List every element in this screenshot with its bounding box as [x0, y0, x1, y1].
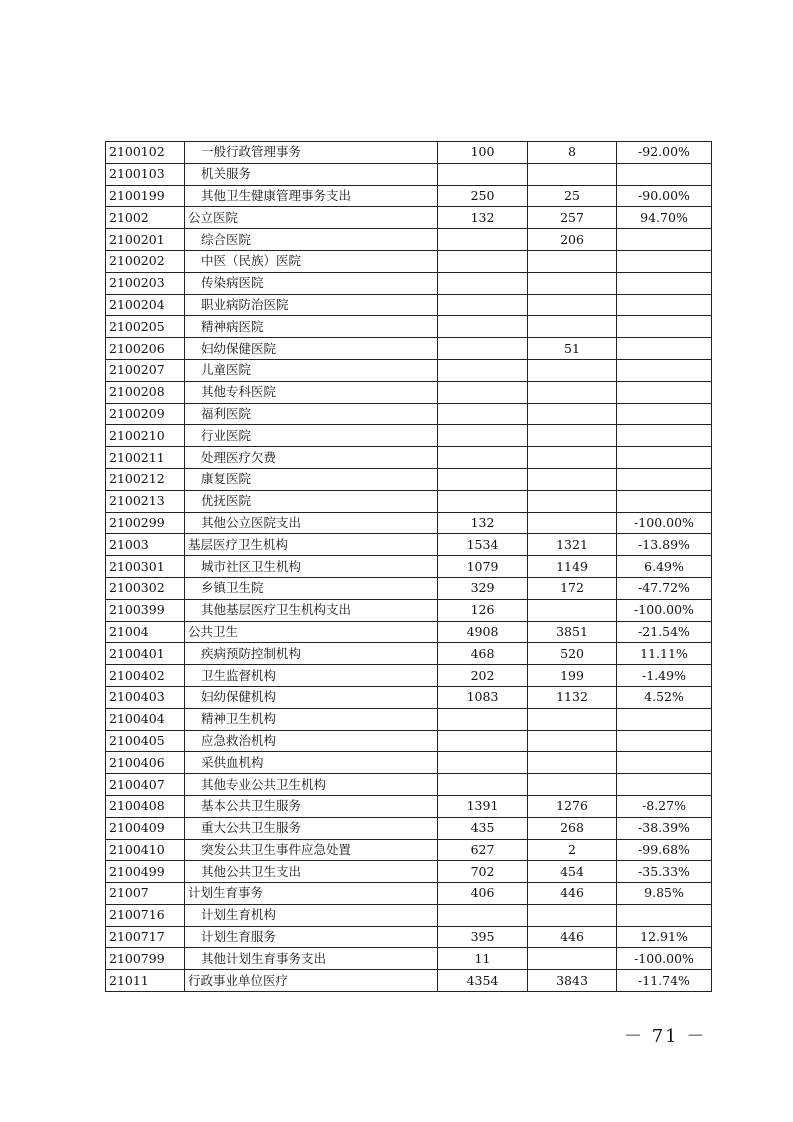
row-name-cell: 机关服务 — [185, 163, 438, 185]
row-value-2020-cell — [438, 250, 528, 272]
table-row — [106, 316, 712, 338]
row-value-2021-cell — [528, 272, 617, 294]
table-row — [106, 468, 712, 490]
row-change-cell — [617, 250, 712, 272]
table-row — [106, 948, 712, 970]
row-value-2021-cell: 25 — [528, 185, 617, 207]
row-value-2021-cell: 257 — [528, 207, 617, 229]
row-code-cell: 2100716 — [106, 904, 185, 926]
row-code-cell: 2100207 — [106, 359, 185, 381]
row-value-2020-cell: 329 — [438, 577, 528, 599]
row-change-cell — [617, 272, 712, 294]
row-value-2020-cell: 250 — [438, 185, 528, 207]
row-value-2020-cell: 1391 — [438, 795, 528, 817]
row-name-cell: 其他基层医疗卫生机构支出 — [185, 599, 438, 621]
row-name-cell: 其他专业公共卫生机构 — [185, 774, 438, 796]
table-row — [106, 970, 712, 992]
row-name-cell: 其他公共卫生支出 — [185, 861, 438, 883]
table-row — [106, 686, 712, 708]
table-row — [106, 272, 712, 294]
row-name-cell: 行政事业单位医疗 — [185, 970, 438, 992]
row-value-2020-cell: 406 — [438, 883, 528, 905]
table-row — [106, 359, 712, 381]
table-row — [106, 185, 712, 207]
row-change-cell — [617, 752, 712, 774]
row-value-2020-cell: 1079 — [438, 556, 528, 578]
row-change-cell: -47.72% — [617, 577, 712, 599]
row-name-cell: 传染病医院 — [185, 272, 438, 294]
row-change-cell — [617, 294, 712, 316]
row-name-cell: 计划生育事务 — [185, 883, 438, 905]
row-code-cell: 2100202 — [106, 250, 185, 272]
row-change-cell: 12.91% — [617, 926, 712, 948]
row-change-cell — [617, 774, 712, 796]
row-value-2021-cell: 520 — [528, 643, 617, 665]
row-change-cell: -100.00% — [617, 948, 712, 970]
row-value-2020-cell: 435 — [438, 817, 528, 839]
row-code-cell: 2100407 — [106, 774, 185, 796]
row-change-cell: -99.68% — [617, 839, 712, 861]
row-name-cell: 基本公共卫生服务 — [185, 795, 438, 817]
row-value-2020-cell — [438, 774, 528, 796]
row-value-2021-cell: 8 — [528, 142, 617, 164]
row-code-cell: 2100204 — [106, 294, 185, 316]
row-code-cell: 2100213 — [106, 490, 185, 512]
row-value-2021-cell — [528, 948, 617, 970]
row-code-cell: 2100399 — [106, 599, 185, 621]
row-name-cell: 其他专科医院 — [185, 381, 438, 403]
row-name-cell: 职业病防治医院 — [185, 294, 438, 316]
row-name-cell: 计划生育机构 — [185, 904, 438, 926]
row-value-2020-cell — [438, 752, 528, 774]
row-code-cell: 21003 — [106, 534, 185, 556]
row-value-2020-cell: 132 — [438, 512, 528, 534]
table-row — [106, 708, 712, 730]
row-change-cell: -1.49% — [617, 665, 712, 687]
row-value-2021-cell — [528, 752, 617, 774]
table-row — [106, 599, 712, 621]
row-name-cell: 采供血机构 — [185, 752, 438, 774]
row-code-cell: 2100210 — [106, 425, 185, 447]
table-row — [106, 730, 712, 752]
row-value-2020-cell — [438, 381, 528, 403]
row-change-cell — [617, 708, 712, 730]
row-change-cell: -11.74% — [617, 970, 712, 992]
row-value-2021-cell: 1149 — [528, 556, 617, 578]
row-code-cell: 2100406 — [106, 752, 185, 774]
row-value-2020-cell: 4908 — [438, 621, 528, 643]
table-row — [106, 752, 712, 774]
row-code-cell: 2100410 — [106, 839, 185, 861]
row-value-2021-cell — [528, 904, 617, 926]
row-name-cell: 康复医院 — [185, 468, 438, 490]
row-code-cell: 2100299 — [106, 512, 185, 534]
row-value-2021-cell: 446 — [528, 883, 617, 905]
row-change-cell: -21.54% — [617, 621, 712, 643]
table-row — [106, 207, 712, 229]
row-code-cell: 2100201 — [106, 229, 185, 251]
row-value-2021-cell: 3843 — [528, 970, 617, 992]
row-value-2020-cell: 468 — [438, 643, 528, 665]
table-row — [106, 861, 712, 883]
row-change-cell — [617, 447, 712, 469]
table-row — [106, 229, 712, 251]
row-name-cell: 卫生监督机构 — [185, 665, 438, 687]
table-row — [106, 294, 712, 316]
table-row — [106, 403, 712, 425]
row-value-2021-cell: 1132 — [528, 686, 617, 708]
row-code-cell: 21011 — [106, 970, 185, 992]
row-change-cell — [617, 425, 712, 447]
budget-table-body — [106, 142, 712, 992]
table-row — [106, 621, 712, 643]
row-change-cell — [617, 904, 712, 926]
row-change-cell — [617, 490, 712, 512]
row-value-2021-cell — [528, 316, 617, 338]
row-name-cell: 综合医院 — [185, 229, 438, 251]
row-change-cell: 11.11% — [617, 643, 712, 665]
row-value-2021-cell: 446 — [528, 926, 617, 948]
table-row — [106, 883, 712, 905]
row-value-2021-cell — [528, 163, 617, 185]
row-name-cell: 城市社区卫生机构 — [185, 556, 438, 578]
row-name-cell: 其他计划生育事务支出 — [185, 948, 438, 970]
row-name-cell: 其他卫生健康管理事务支出 — [185, 185, 438, 207]
row-change-cell — [617, 163, 712, 185]
row-change-cell — [617, 229, 712, 251]
row-value-2020-cell: 132 — [438, 207, 528, 229]
row-change-cell — [617, 730, 712, 752]
row-value-2020-cell — [438, 708, 528, 730]
table-row — [106, 381, 712, 403]
table-row — [106, 926, 712, 948]
row-code-cell: 2100102 — [106, 142, 185, 164]
row-value-2021-cell — [528, 599, 617, 621]
row-change-cell: 6.49% — [617, 556, 712, 578]
row-value-2021-cell — [528, 359, 617, 381]
row-code-cell: 21007 — [106, 883, 185, 905]
row-value-2020-cell — [438, 272, 528, 294]
table-row — [106, 512, 712, 534]
row-value-2021-cell — [528, 490, 617, 512]
row-name-cell: 行业医院 — [185, 425, 438, 447]
row-value-2021-cell — [528, 425, 617, 447]
row-value-2020-cell — [438, 403, 528, 425]
row-name-cell: 公立医院 — [185, 207, 438, 229]
row-code-cell: 2100302 — [106, 577, 185, 599]
row-code-cell: 2100206 — [106, 338, 185, 360]
row-value-2021-cell: 199 — [528, 665, 617, 687]
table-row — [106, 163, 712, 185]
row-value-2021-cell — [528, 468, 617, 490]
row-change-cell: -13.89% — [617, 534, 712, 556]
row-value-2021-cell — [528, 250, 617, 272]
row-value-2020-cell: 126 — [438, 599, 528, 621]
row-name-cell: 乡镇卫生院 — [185, 577, 438, 599]
page-number: － 71 － — [624, 1026, 707, 1047]
row-value-2020-cell: 100 — [438, 142, 528, 164]
row-code-cell: 2100799 — [106, 948, 185, 970]
row-value-2021-cell: 172 — [528, 577, 617, 599]
row-name-cell: 计划生育服务 — [185, 926, 438, 948]
row-value-2020-cell: 1534 — [438, 534, 528, 556]
row-code-cell: 2100301 — [106, 556, 185, 578]
row-value-2020-cell — [438, 316, 528, 338]
row-change-cell: -100.00% — [617, 599, 712, 621]
row-code-cell: 21002 — [106, 207, 185, 229]
row-change-cell: -8.27% — [617, 795, 712, 817]
row-code-cell: 2100404 — [106, 708, 185, 730]
row-value-2021-cell: 268 — [528, 817, 617, 839]
row-value-2021-cell: 206 — [528, 229, 617, 251]
row-change-cell — [617, 468, 712, 490]
row-code-cell: 2100199 — [106, 185, 185, 207]
row-value-2020-cell: 11 — [438, 948, 528, 970]
row-code-cell: 2100403 — [106, 686, 185, 708]
row-value-2020-cell — [438, 904, 528, 926]
row-value-2020-cell: 395 — [438, 926, 528, 948]
row-change-cell: 4.52% — [617, 686, 712, 708]
row-value-2020-cell — [438, 490, 528, 512]
table-row — [106, 665, 712, 687]
table-row — [106, 817, 712, 839]
row-value-2021-cell — [528, 447, 617, 469]
row-code-cell: 2100405 — [106, 730, 185, 752]
row-value-2020-cell — [438, 468, 528, 490]
row-name-cell: 福利医院 — [185, 403, 438, 425]
table-row — [106, 490, 712, 512]
row-code-cell: 2100408 — [106, 795, 185, 817]
table-row — [106, 643, 712, 665]
budget-table — [105, 141, 712, 992]
row-change-cell — [617, 403, 712, 425]
row-name-cell: 精神卫生机构 — [185, 708, 438, 730]
table-row — [106, 795, 712, 817]
row-name-cell: 妇幼保健医院 — [185, 338, 438, 360]
row-value-2021-cell — [528, 294, 617, 316]
row-change-cell: -92.00% — [617, 142, 712, 164]
row-name-cell: 其他公立医院支出 — [185, 512, 438, 534]
row-value-2020-cell: 702 — [438, 861, 528, 883]
table-row — [106, 577, 712, 599]
row-name-cell: 突发公共卫生事件应急处置 — [185, 839, 438, 861]
row-name-cell: 中医（民族）医院 — [185, 250, 438, 272]
table-row — [106, 534, 712, 556]
row-value-2021-cell — [528, 381, 617, 403]
table-row — [106, 250, 712, 272]
row-code-cell: 2100409 — [106, 817, 185, 839]
row-value-2021-cell — [528, 708, 617, 730]
row-name-cell: 优抚医院 — [185, 490, 438, 512]
row-change-cell — [617, 316, 712, 338]
table-row — [106, 425, 712, 447]
table-row — [106, 774, 712, 796]
row-name-cell: 妇幼保健机构 — [185, 686, 438, 708]
row-value-2021-cell — [528, 403, 617, 425]
row-change-cell: -100.00% — [617, 512, 712, 534]
row-code-cell: 2100212 — [106, 468, 185, 490]
row-change-cell: 94.70% — [617, 207, 712, 229]
row-name-cell: 一般行政管理事务 — [185, 142, 438, 164]
row-value-2021-cell: 51 — [528, 338, 617, 360]
row-value-2021-cell — [528, 730, 617, 752]
row-name-cell: 精神病医院 — [185, 316, 438, 338]
row-value-2020-cell — [438, 163, 528, 185]
table-row — [106, 447, 712, 469]
row-value-2020-cell: 4354 — [438, 970, 528, 992]
row-value-2020-cell: 627 — [438, 839, 528, 861]
row-code-cell: 2100208 — [106, 381, 185, 403]
row-value-2020-cell — [438, 425, 528, 447]
row-code-cell: 2100717 — [106, 926, 185, 948]
row-value-2020-cell: 202 — [438, 665, 528, 687]
row-code-cell: 2100499 — [106, 861, 185, 883]
row-name-cell: 儿童医院 — [185, 359, 438, 381]
table-row — [106, 839, 712, 861]
row-value-2020-cell — [438, 730, 528, 752]
row-value-2021-cell: 2 — [528, 839, 617, 861]
row-code-cell: 21004 — [106, 621, 185, 643]
row-change-cell — [617, 359, 712, 381]
row-change-cell: -90.00% — [617, 185, 712, 207]
row-value-2021-cell: 1276 — [528, 795, 617, 817]
row-name-cell: 疾病预防控制机构 — [185, 643, 438, 665]
row-name-cell: 重大公共卫生服务 — [185, 817, 438, 839]
row-value-2020-cell — [438, 447, 528, 469]
row-code-cell: 2100103 — [106, 163, 185, 185]
row-change-cell — [617, 381, 712, 403]
table-row — [106, 142, 712, 164]
row-code-cell: 2100205 — [106, 316, 185, 338]
row-value-2021-cell: 3851 — [528, 621, 617, 643]
row-value-2020-cell — [438, 229, 528, 251]
table-row — [106, 556, 712, 578]
row-name-cell: 处理医疗欠费 — [185, 447, 438, 469]
row-code-cell: 2100211 — [106, 447, 185, 469]
row-value-2021-cell — [528, 512, 617, 534]
table-row — [106, 338, 712, 360]
row-change-cell: -35.33% — [617, 861, 712, 883]
row-value-2020-cell: 1083 — [438, 686, 528, 708]
row-change-cell: -38.39% — [617, 817, 712, 839]
row-value-2020-cell — [438, 294, 528, 316]
row-code-cell: 2100203 — [106, 272, 185, 294]
row-value-2020-cell — [438, 338, 528, 360]
row-change-cell — [617, 338, 712, 360]
row-name-cell: 基层医疗卫生机构 — [185, 534, 438, 556]
row-value-2021-cell: 454 — [528, 861, 617, 883]
row-name-cell: 应急救治机构 — [185, 730, 438, 752]
row-value-2020-cell — [438, 359, 528, 381]
row-value-2021-cell: 1321 — [528, 534, 617, 556]
row-change-cell: 9.85% — [617, 883, 712, 905]
row-value-2021-cell — [528, 774, 617, 796]
table-row — [106, 904, 712, 926]
row-code-cell: 2100401 — [106, 643, 185, 665]
row-code-cell: 2100209 — [106, 403, 185, 425]
row-code-cell: 2100402 — [106, 665, 185, 687]
row-name-cell: 公共卫生 — [185, 621, 438, 643]
